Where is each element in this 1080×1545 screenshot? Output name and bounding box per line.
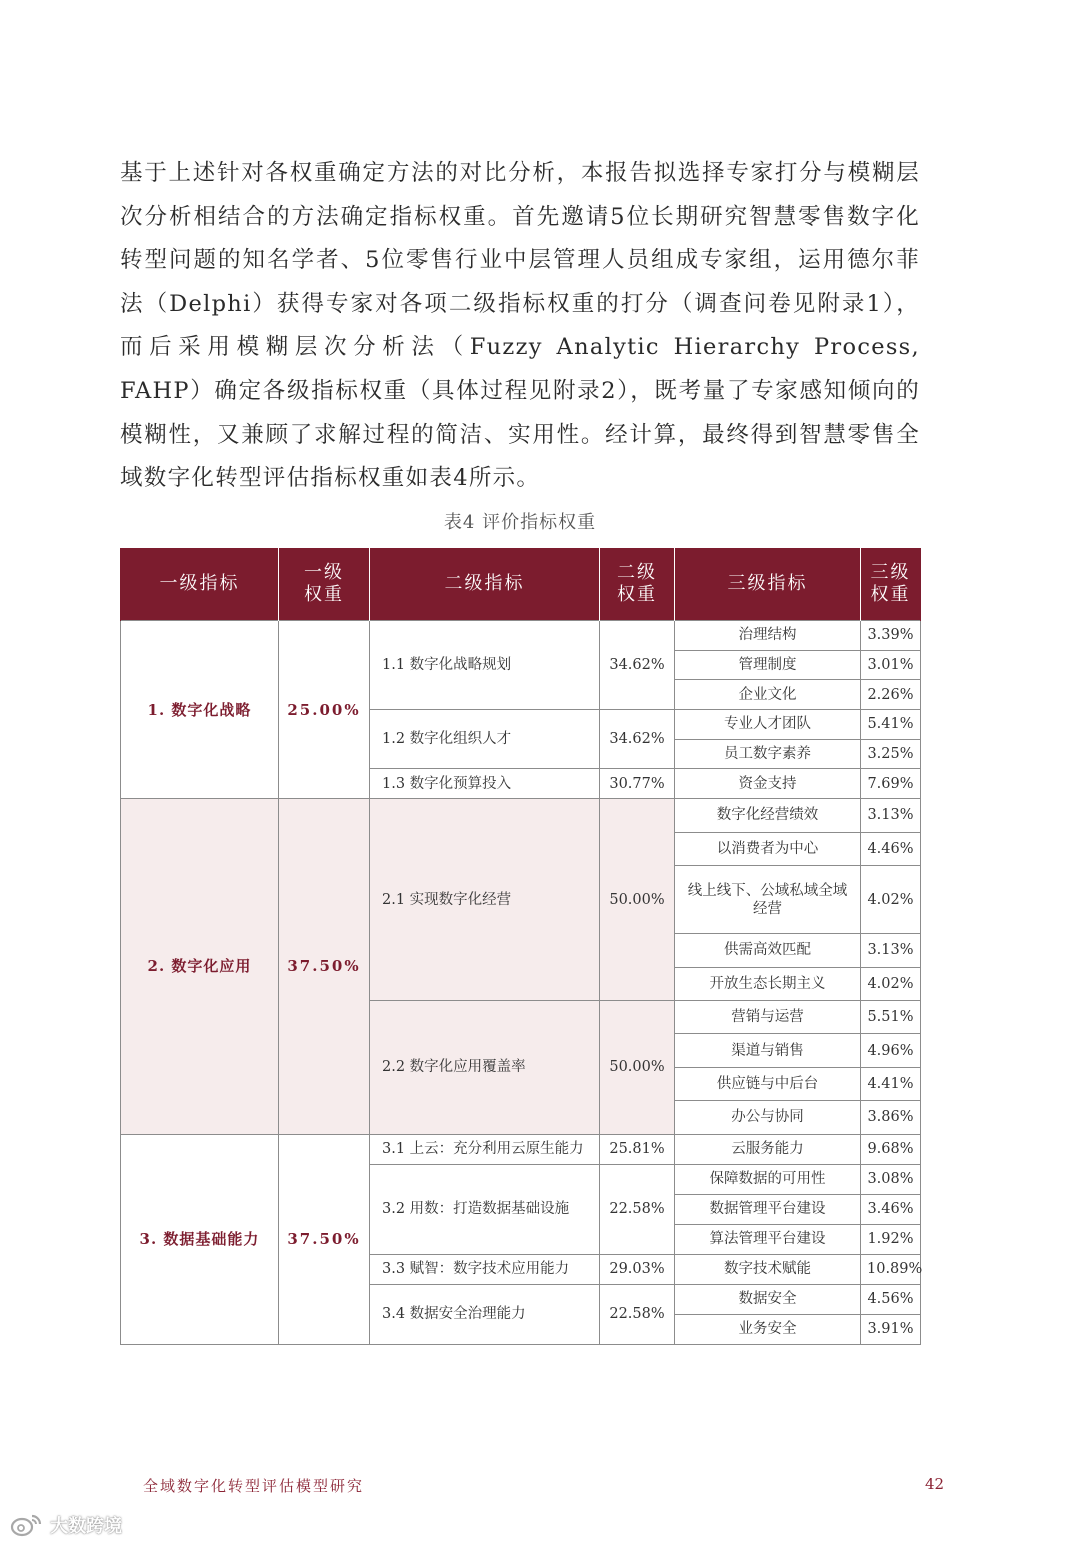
level3-weight: 3.13%	[861, 934, 921, 967]
level3-weight: 2.26%	[861, 680, 921, 710]
level3-name: 数字化经营绩效	[675, 799, 861, 832]
level3-name: 业务安全	[675, 1314, 861, 1344]
level3-name: 渠道与销售	[675, 1034, 861, 1067]
level1-weight: 25.00%	[279, 621, 370, 799]
level3-name: 以消费者为中心	[675, 832, 861, 865]
level3-name: 办公与协同	[675, 1101, 861, 1134]
header-l1-weight-text: 一级 权重	[304, 562, 344, 605]
table-caption: 表4 评价指标权重	[443, 512, 597, 533]
level3-weight: 4.02%	[861, 865, 921, 933]
level3-name: 专业人才团队	[675, 710, 861, 740]
group-2	[121, 799, 921, 1134]
level3-weight: 4.41%	[861, 1067, 921, 1100]
level3-weight: 3.13%	[861, 799, 921, 832]
table-row	[121, 799, 921, 832]
level3-name: 线上线下、公域私域全域经营	[675, 865, 861, 933]
header-row	[121, 548, 921, 621]
level3-name: 企业文化	[675, 680, 861, 710]
level1-name: 2. 数字化应用	[121, 799, 279, 1134]
table-row	[121, 621, 921, 651]
level2-name: 3.1 上云：充分利用云原生能力	[370, 1134, 600, 1164]
header-l1: 一级指标	[121, 548, 279, 621]
level3-weight: 1.92%	[861, 1224, 921, 1254]
level3-name: 治理结构	[675, 621, 861, 651]
weibo-logo-icon	[10, 1512, 44, 1538]
level3-weight: 5.41%	[861, 710, 921, 740]
level2-name: 3.3 赋智：数字技术应用能力	[370, 1254, 600, 1284]
body-paragraph: 基于上述针对各权重确定方法的对比分析，本报告拟选择专家打分与模糊层次分析相结合的方法确定指标权重。首先邀请5位长期研究智慧零售数字化转型问题的知名学者、5位零售行业中层管理人员组成专家组，运用德尔菲法（Delphi）获得专家对各项二级指标权重的打分（调查问卷见附录1），而后采用模糊层次分析法（Fuzzy Analytic Hierarchy Process, FAHP）确定各级指标权重（具体过程见附录2），既考量了专家感知倾向的模糊性，又兼顾了求解过程的简洁、实用性。经计算，最终得到智慧零售全域数字化转型评估指标权重如表4所示。	[120, 160, 920, 492]
table-header	[121, 548, 921, 621]
header-l2: 二级指标	[370, 548, 600, 621]
level3-name: 保障数据的可用性	[675, 1164, 861, 1194]
level2-name: 3.2 用数：打造数据基础设施	[370, 1164, 600, 1254]
level2-weight: 22.58%	[600, 1164, 675, 1254]
level2-weight: 29.03%	[600, 1254, 675, 1284]
group-1	[121, 621, 921, 799]
level2-weight: 50.00%	[600, 1000, 675, 1134]
weights-table	[120, 548, 921, 1345]
level2-weight: 50.00%	[600, 799, 675, 1001]
header-l2-weight	[600, 548, 675, 621]
level3-weight: 4.02%	[861, 967, 921, 1000]
level3-name: 开放生态长期主义	[675, 967, 861, 1000]
page-number: 42	[925, 1475, 945, 1493]
watermark-text: 大数跨境	[50, 1516, 122, 1537]
level3-name: 供需高效匹配	[675, 934, 861, 967]
header-l3: 三级指标	[675, 548, 861, 621]
level1-weight: 37.50%	[279, 1134, 370, 1344]
level3-weight: 4.96%	[861, 1034, 921, 1067]
level3-weight: 3.39%	[861, 621, 921, 651]
level3-name: 数据安全	[675, 1284, 861, 1314]
level3-weight: 3.86%	[861, 1101, 921, 1134]
level2-name: 2.1 实现数字化经营	[370, 799, 600, 1001]
level2-name: 3.4 数据安全治理能力	[370, 1284, 600, 1344]
level3-weight: 3.01%	[861, 650, 921, 680]
level3-weight: 3.25%	[861, 739, 921, 769]
level3-name: 管理制度	[675, 650, 861, 680]
level2-name: 2.2 数字化应用覆盖率	[370, 1000, 600, 1134]
level3-weight: 4.46%	[861, 832, 921, 865]
level3-weight: 5.51%	[861, 1000, 921, 1033]
level2-weight: 34.62%	[600, 710, 675, 769]
watermark	[10, 1510, 122, 1540]
level3-weight: 7.69%	[861, 769, 921, 799]
table-row	[121, 1134, 921, 1164]
level1-weight: 37.50%	[279, 799, 370, 1134]
header-l1-weight	[279, 548, 370, 621]
level3-weight: 4.56%	[861, 1284, 921, 1314]
level1-name: 1. 数字化战略	[121, 621, 279, 799]
level3-name: 员工数字素养	[675, 739, 861, 769]
level3-weight: 3.91%	[861, 1314, 921, 1344]
level2-name: 1.3 数字化预算投入	[370, 769, 600, 799]
level3-weight: 3.08%	[861, 1164, 921, 1194]
level2-weight: 22.58%	[600, 1284, 675, 1344]
level3-name: 数据管理平台建设	[675, 1194, 861, 1224]
level3-name: 营销与运营	[675, 1000, 861, 1033]
level3-name: 数字技术赋能	[675, 1254, 861, 1284]
level3-weight: 9.68%	[861, 1134, 921, 1164]
level2-weight: 25.81%	[600, 1134, 675, 1164]
level3-name: 云服务能力	[675, 1134, 861, 1164]
level3-name: 算法管理平台建设	[675, 1224, 861, 1254]
level3-weight: 3.46%	[861, 1194, 921, 1224]
level2-weight: 30.77%	[600, 769, 675, 799]
footer-title: 全域数字化转型评估模型研究	[143, 1477, 365, 1495]
level3-name: 供应链与中后台	[675, 1067, 861, 1100]
level1-name: 3. 数据基础能力	[121, 1134, 279, 1344]
level3-name: 资金支持	[675, 769, 861, 799]
level3-weight: 10.89%	[861, 1254, 921, 1284]
level2-name: 1.1 数字化战略规划	[370, 621, 600, 710]
header-l2-weight-text: 二级 权重	[617, 562, 657, 605]
level2-weight: 34.62%	[600, 621, 675, 710]
header-l3-weight-text: 三级 权重	[870, 562, 911, 605]
group-3	[121, 1134, 921, 1344]
header-l3-weight	[861, 548, 921, 621]
level2-name: 1.2 数字化组织人才	[370, 710, 600, 769]
